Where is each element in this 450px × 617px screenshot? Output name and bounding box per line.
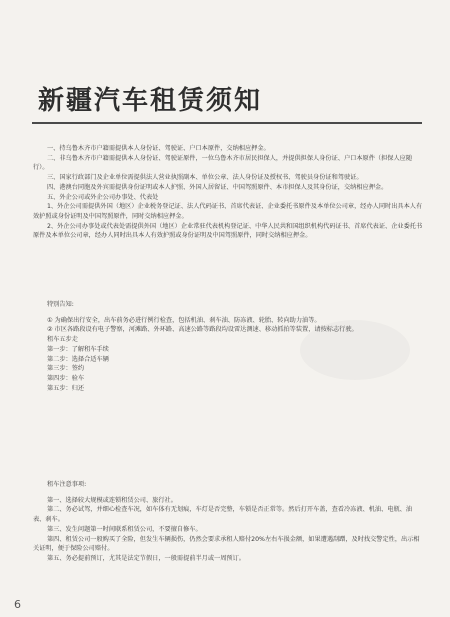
tip-item: 第二、务必试驾，并细心检查车况，如车体有无划痕，车灯是否完整，车锁是否正常等。然后打开车盖，查看冷冻液、机油、电瓶、油表、刹车。 [33,506,413,524]
requirement-item: 2、外企公司办事处或代表处需提供外国（地区）企业常驻代表机构登记证、中华人民共和国组织机构代码证书、首席代表证、企业委托书原件及本单位公司章，经办人同时出具本人有效护照或身份证明及中国驾照原件，同时交纳相应押金。 [33,222,423,240]
tip-item: 第一、选择较大规模或连锁租赁公司、旅行社。 [47,496,177,504]
notice-item: ① 为确保出行安全，出车前务必进行例行检查，包括机油、刹车油、防冻液、轮胎、转向助力油等。 [47,316,321,324]
requirement-item: 四、港澳台同胞及外宾需提供身份证明或本人护照、外国人居留证、中国驾照原件、本市担保人及其身份证，交纳相应押金。 [47,183,388,191]
step-item: 第三步：签约 [47,365,85,373]
rental-tips-section [33,480,423,564]
tip-item: 第三、发生问题第一时间联系租赁公司，不要擅自修车。 [47,525,202,533]
page-number: 6 [14,598,21,611]
step-item: 第一步：了解租车手续 [47,345,109,353]
step-item: 第四步：验车 [47,374,85,382]
requirement-item: 一、持乌鲁木齐市户籍需提供本人身份证、驾驶证、户口本原件，交纳相应押金。 [47,145,270,152]
page-title: 新疆汽车租赁须知 [38,86,263,116]
tip-item: 第五、务必提前预订，尤其是法定节假日，一般需提前半月或一周预订。 [47,554,245,562]
title-area [32,86,422,124]
rental-tips-heading: 租车注意事项: [47,481,87,488]
requirement-item: 二、非乌鲁木齐市户籍需提供本人身份证、驾驶证原件，一位乌鲁木齐市居民担保人，并提供担保人身份证、户口本原件（担保人应随行）。 [33,154,413,172]
requirement-item: 五、外企公司或外企公司办事处、代表处 [47,193,159,201]
requirement-item: 1、外企公司需提供外国（地区）企业税务登记证、法人代码证书、首席代表证、企业委托书原件及本单位公司章，经办人同时出具本人有效护照或身份证明及中国驾照原件，同时交纳相应押金。 [33,203,423,220]
special-notice-section [33,300,423,393]
special-notice-heading: 特别告知: [47,301,74,308]
notice-item: 租车五步走 [47,336,78,344]
requirements-section [33,144,423,241]
notice-item: ② 市区各路段设有电子警察，河滩路、外环路、高速公路等路段均设雷达测速、移动抓拍等装置，请按标志行驶。 [47,326,358,334]
title-underline [32,122,422,124]
step-item: 第五步：归还 [47,384,85,392]
step-item: 第二步：选择合适车辆 [47,355,109,363]
tip-item: 第四、租赁公司一般购买了全险，但发生车辆损伤，仍然会要求承租人赔付20%左右车损金额，如果遭遇刮蹭，及时找交警定性，出示相关证明，便于保险公司赔付。 [33,535,420,553]
requirement-item: 三、国家行政部门及企业单位需提供法人营业执照副本、单位公章、法人身份证及授权书、驾驶员身份证和驾驶证。 [47,174,363,182]
